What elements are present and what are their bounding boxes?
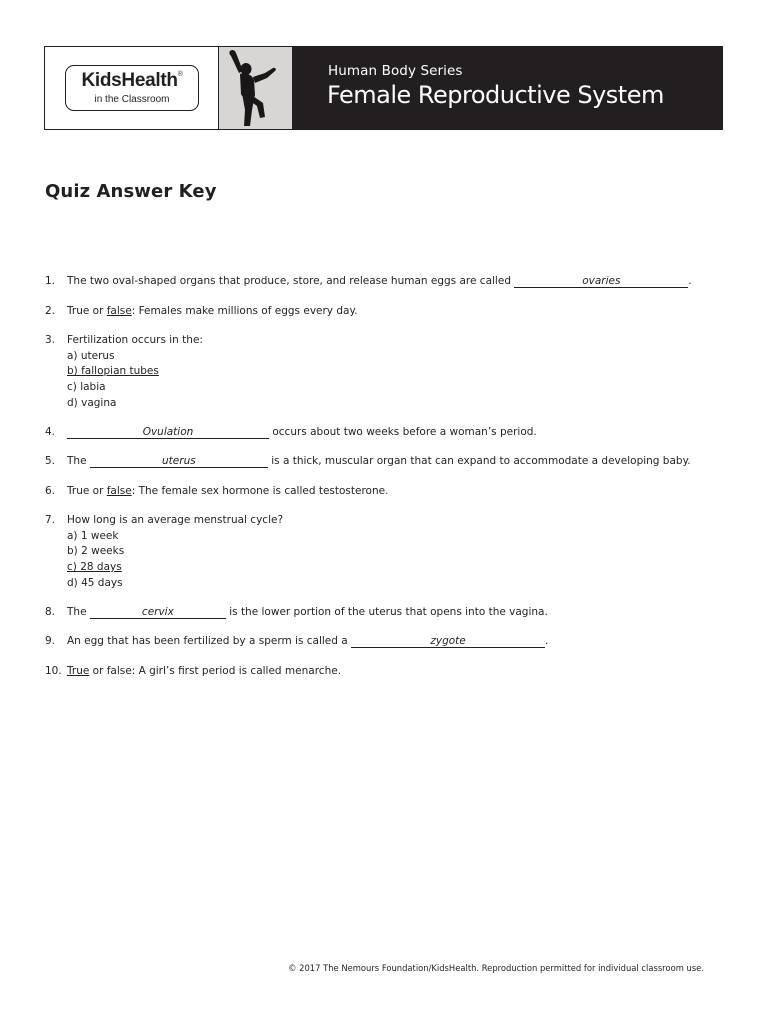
question-number: 8. xyxy=(45,606,56,618)
question-4 xyxy=(45,425,537,441)
question-1 xyxy=(45,274,692,290)
question-8 xyxy=(45,605,548,621)
underlined-answer: True xyxy=(67,665,90,677)
question-text-end: is a thick, muscular organ that can expand to accommodate a developing baby. xyxy=(271,455,691,467)
option-c-correct: c) 28 days xyxy=(67,561,122,574)
kidshealth-logo xyxy=(65,65,199,111)
question-text: The xyxy=(67,455,87,467)
question-text: The two oval-shaped organs that produce, store, and release human eggs are called xyxy=(67,275,511,287)
question-number: 4. xyxy=(45,426,56,438)
cartwheel-silhouette-image xyxy=(218,47,293,129)
question-number: 7. xyxy=(45,514,56,526)
option-d: d) vagina xyxy=(67,396,117,409)
page-header xyxy=(44,46,723,130)
question-3 xyxy=(45,333,203,412)
question-text-end: is the lower portion of the uterus that opens into the vagina. xyxy=(229,606,548,618)
true-false-prefix: True or xyxy=(67,305,107,317)
question-text: The xyxy=(67,606,87,618)
option-b-correct: b) fallopian tubes xyxy=(67,365,159,378)
answer-blank: cervix xyxy=(90,606,226,619)
option-d: d) 45 days xyxy=(67,576,123,589)
answer-blank: uterus xyxy=(90,455,268,468)
underlined-answer: false xyxy=(106,305,132,317)
answer-blank: zygote xyxy=(351,635,545,648)
question-text: : The female sex hormone is called testosterone. xyxy=(131,485,389,497)
question-5 xyxy=(45,454,691,470)
question-9 xyxy=(45,634,548,650)
title-band xyxy=(292,47,722,129)
question-text: or false: A girl’s first period is called menarche. xyxy=(89,665,342,677)
question-text-end: . xyxy=(688,275,692,287)
question-text: How long is an average menstrual cycle? xyxy=(67,514,284,526)
option-a: a) 1 week xyxy=(67,529,119,542)
series-label: Human Body Series xyxy=(328,63,463,79)
answer-blank: Ovulation xyxy=(67,426,269,439)
answer-blank: ovaries xyxy=(514,275,688,288)
question-number: 10. xyxy=(45,665,62,677)
quiz-title: Quiz Answer Key xyxy=(45,181,217,202)
question-number: 5. xyxy=(45,455,56,467)
question-text-end: . xyxy=(545,635,549,647)
question-number: 2. xyxy=(45,305,56,317)
question-7 xyxy=(45,513,283,592)
cartwheel-figure-icon xyxy=(219,47,293,129)
option-b: b) 2 weeks xyxy=(67,545,125,558)
option-a: a) uterus xyxy=(67,349,115,362)
option-c: c) labia xyxy=(67,381,106,394)
question-text: An egg that has been fertilized by a sperm is called a xyxy=(67,635,348,647)
logo-registered-mark: ® xyxy=(177,71,183,78)
question-number: 6. xyxy=(45,485,56,497)
question-number: 9. xyxy=(45,635,56,647)
logo-main-text: KidsHealth xyxy=(81,70,178,91)
logo-subtitle: in the Classroom xyxy=(94,94,170,105)
question-number: 1. xyxy=(45,275,56,287)
true-false-prefix: True or xyxy=(67,485,107,497)
question-2 xyxy=(45,304,358,320)
underlined-answer: false xyxy=(106,485,132,497)
question-text: Fertilization occurs in the: xyxy=(67,334,203,346)
question-text: occurs about two weeks before a woman’s period. xyxy=(272,426,537,438)
question-10 xyxy=(45,664,341,680)
question-text: : Females make millions of eggs every day. xyxy=(131,305,358,317)
question-6 xyxy=(45,484,388,500)
document-title: Female Reproductive System xyxy=(327,81,664,109)
question-number: 3. xyxy=(45,334,56,346)
copyright-footer: © 2017 The Nemours Foundation/KidsHealth. Reproduction permitted for individual classroom use. xyxy=(288,963,704,973)
